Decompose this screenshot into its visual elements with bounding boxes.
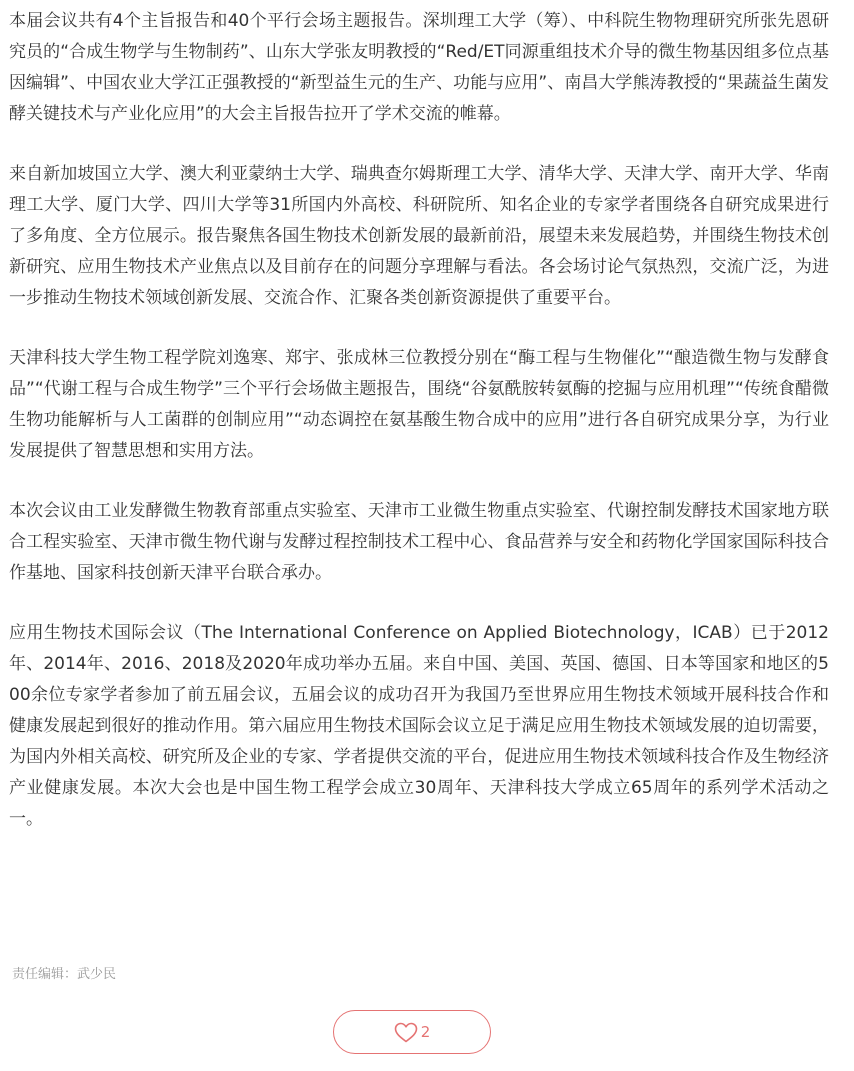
article-paragraph: 天津科技大学生物工程学院刘逸寒、郑宇、张成林三位教授分别在“酶工程与生物催化”“酿造微生物与发酵食品”“代谢工程与合成生物学”三个平行会场做主题报告，围绕“谷氨酰胺转氨酶的挖掘与应用机理”“传统食醋微生物功能解析与人工菌群的创制应用”“动态调控在氨基酸生物合成中的应用”进行各自研究成果分享，为行业发展提供了智慧思想和实用方法。 (9, 348, 829, 461)
like-count: 2 (420, 1023, 431, 1041)
heart-icon (394, 1022, 418, 1043)
article-paragraph: 本次会议由工业发酵微生物教育部重点实验室、天津市工业微生物重点实验室、代谢控制发酵技术国家地方联合工程实验室、天津市微生物代谢与发酵过程控制技术工程中心、食品营养与安全和药物化学国家国际科技合作基地、国家科技创新天津平台联合承办。 (9, 501, 829, 583)
responsible-editor: 责任编辑：武少民 (12, 967, 117, 982)
article-body (9, 6, 829, 864)
article-paragraph: 来自新加坡国立大学、澳大利亚蒙纳士大学、瑞典查尔姆斯理工大学、清华大学、天津大学、南开大学、华南理工大学、厦门大学、四川大学等31所国内外高校、科研院所、知名企业的专家学者围绕各自研究成果进行了多角度、全方位展示。报告聚焦各国生物技术创新发展的最新前沿，展望未来发展趋势，并围绕生物技术创新研究、应用生物技术产业焦点以及目前存在的问题分享理解与看法。各会场讨论气氛热烈，交流广泛，为进一步推动生物技术领域创新发展、交流合作、汇聚各类创新资源提供了重要平台。 (9, 164, 829, 308)
article-paragraph: 应用生物技术国际会议（The International Conference on Applied Biotechnology，ICAB）已于2012年、2014年、2016、2018及2020年成功举办五届。来自中国、美国、英国、德国、日本等国家和地区的500余位专家学者参加了前五届会议，五届会议的成功召开为我国乃至世界应用生物技术领域开展科技合作和健康发展起到很好的推动作用。第六届应用生物技术国际会议立足于满足应用生物技术领域发展的迫切需要，为国内外相关高校、研究所及企业的专家、学者提供交流的平台，促进应用生物技术领域科技合作及生物经济产业健康发展。本次大会也是中国生物工程学会成立30周年、天津科技大学成立65周年的系列学术活动之一。 (9, 623, 829, 829)
article-paragraph: 本届会议共有4个主旨报告和40个平行会场主题报告。深圳理工大学（筹）、中科院生物物理研究所张先恩研究员的“合成生物学与生物制药”、山东大学张友明教授的“Red/ET同源重组技术介导的微生物基因组多位点基因编辑”、中国农业大学江正强教授的“新型益生元的生产、功能与应用”、南昌大学熊涛教授的“果蔬益生菌发酵关键技术与产业化应用”的大会主旨报告拉开了学术交流的帷幕。 (9, 11, 829, 124)
like-button[interactable] (333, 1010, 491, 1054)
